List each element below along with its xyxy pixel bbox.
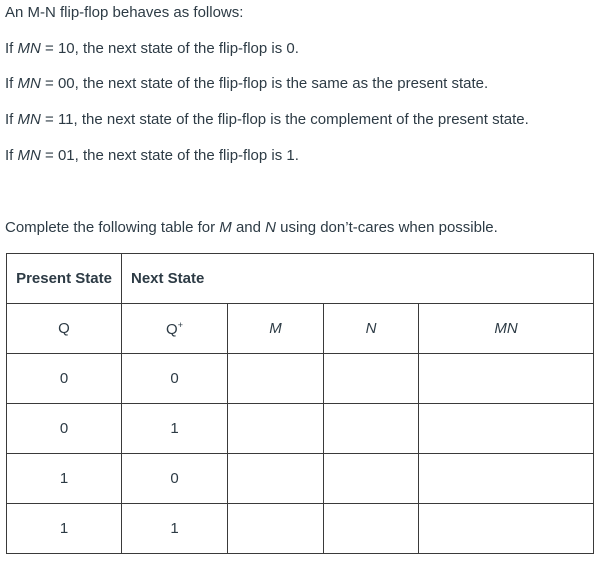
cell-q-plus: 0 (122, 454, 228, 504)
cell-mn[interactable] (419, 504, 594, 554)
col-header-q-plus: Q+ (122, 304, 228, 354)
cell-q-plus: 1 (122, 504, 228, 554)
cell-n[interactable] (324, 354, 419, 404)
rule-line: If MN = 01, the next state of the flip-flop is 1. (5, 147, 299, 164)
cell-m[interactable] (228, 454, 324, 504)
cell-n[interactable] (324, 504, 419, 554)
cell-q: 0 (7, 404, 122, 454)
table-row (7, 354, 594, 404)
state-table (6, 253, 594, 554)
table-row (7, 504, 594, 554)
rule-line: If MN = 10, the next state of the flip-flop is 0. (5, 40, 299, 57)
cell-q-plus: 0 (122, 354, 228, 404)
next-state-header-cell (122, 254, 594, 304)
col-header-q: Q (7, 304, 122, 354)
col-header-n: N (324, 304, 419, 354)
cell-m[interactable] (228, 404, 324, 454)
cell-mn[interactable] (419, 354, 594, 404)
present-state-header: Present State (7, 254, 122, 304)
next-state-header: Next State (131, 270, 205, 287)
rule-line: If MN = 11, the next state of the flip-flop is the complement of the present state. (5, 111, 529, 128)
cell-mn[interactable] (419, 404, 594, 454)
col-header-m: M (228, 304, 324, 354)
cell-mn[interactable] (419, 454, 594, 504)
cell-m[interactable] (228, 354, 324, 404)
cell-q-plus: 1 (122, 404, 228, 454)
cell-q: 1 (7, 454, 122, 504)
column-header-row (7, 304, 594, 354)
instruction-text: Complete the following table for M and N using don’t-cares when possible. (5, 219, 498, 236)
cell-q: 1 (7, 504, 122, 554)
table-row (7, 454, 594, 504)
cell-q: 0 (7, 354, 122, 404)
cell-m[interactable] (228, 504, 324, 554)
cell-n[interactable] (324, 454, 419, 504)
group-header-row (7, 254, 594, 304)
intro-text: An M-N flip-flop behaves as follows: (5, 4, 244, 21)
cell-n[interactable] (324, 404, 419, 454)
table-row (7, 404, 594, 454)
rule-line: If MN = 00, the next state of the flip-flop is the same as the present state. (5, 75, 489, 92)
col-header-mn: MN (419, 304, 594, 354)
